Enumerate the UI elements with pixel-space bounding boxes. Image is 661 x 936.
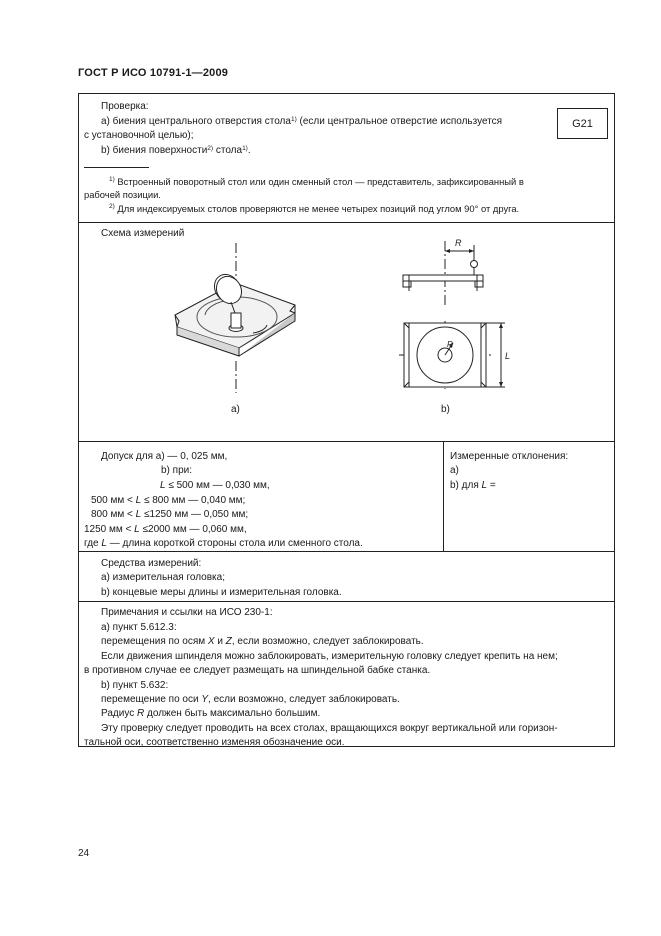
tolerance-section [79, 442, 614, 552]
check-code-badge: G21 [557, 108, 608, 139]
tolerance-divider [443, 442, 444, 551]
check-heading: Проверка: [101, 101, 149, 112]
figure-a-isometric-table [169, 243, 304, 393]
check-section [79, 94, 614, 223]
measured-a: a) [450, 465, 459, 476]
notes-section [79, 602, 614, 746]
check-item-b: b) биения поверхности$^{2)}$ стола$^{1)}$. [101, 145, 251, 156]
tolerance-line-6: 1250 мм < L ≤2000 мм — 0,060 мм, [84, 524, 247, 535]
measured-b: b) для L = [450, 480, 496, 491]
notes-last-line-1: Эту проверку следует проводить на всех столах, вращающихся вокруг вертикальной или горизон- [101, 723, 558, 734]
tolerance-line-5: 800 мм < L ≤1250 мм — 0,050 мм; [91, 509, 249, 520]
dim-L: L [505, 351, 511, 361]
dim-R-top: R [447, 340, 453, 349]
notes-a-line-1: перемещения по осям X и Z, если возможно, следует заблокировать. [101, 636, 424, 647]
figure-b-label: b) [441, 404, 450, 415]
footnote-1: $^{1)}$ Встроенный поворотный стол или один сменный стол — представитель, зафиксированный в [109, 176, 524, 187]
instruments-heading: Средства измерений: [101, 558, 202, 569]
notes-a-line-2: Если движения шпинделя можно заблокировать, измерительную головку следует крепить на нем; [101, 651, 558, 662]
instruments-item-a: a) измерительная головка; [101, 572, 225, 583]
tolerance-line-2: b) при: [161, 465, 193, 476]
footnote-1-cont: рабочей позиции. [84, 189, 161, 200]
notes-heading: Примечания и ссылки на ИСО 230-1: [101, 607, 273, 618]
measured-heading: Измеренные отклонения: [450, 451, 569, 462]
notes-b-ref: b) пункт 5.632: [101, 680, 169, 691]
footnote-2: $^{2)}$ Для индексируемых столов проверяются не менее четырех позиций под углом 90° от друга. [109, 203, 520, 214]
test-sheet-table [78, 93, 615, 747]
diagram-title: Схема измерений [101, 228, 185, 239]
notes-a-ref: a) пункт 5.612.3: [101, 622, 177, 633]
notes-b-line-2: Радиус R должен быть максимально большим. [101, 708, 321, 719]
instruments-section [79, 552, 614, 602]
notes-last-line-2: тальной оси, соответственно изменяя обозначение оси. [84, 737, 345, 748]
tolerance-line-1: Допуск для a) — 0, 025 мм, [101, 451, 228, 462]
figure-a-label: a) [231, 404, 240, 415]
notes-b-line-1: перемещение по оси Y, если возможно, следует заблокировать. [101, 694, 400, 705]
tolerance-line-4: 500 мм < L ≤ 800 мм — 0,040 мм; [91, 495, 246, 506]
dim-R-side: R [455, 239, 462, 248]
check-item-a: a) биения центрального отверстия стола$^{1)}$ (если центральное отверстие используется [101, 116, 503, 127]
document-header: ГОСТ Р ИСО 10791-1—2009 [78, 67, 229, 79]
diagram-section [79, 223, 614, 442]
instruments-item-b: b) концевые меры длины и измерительная головка. [101, 587, 342, 598]
notes-a-line-3: в противном случае ее следует размещать на шпиндельной бабке станка. [84, 665, 431, 676]
tolerance-line-7: где L — длина короткой стороны стола или сменного стола. [84, 538, 363, 549]
tolerance-line-3: L ≤ 500 мм — 0,030 мм, [160, 480, 270, 491]
page-number: 24 [78, 848, 90, 859]
figure-b-views [397, 239, 597, 399]
check-item-a-cont: с установочной целью); [84, 130, 194, 141]
footnote-divider [84, 167, 149, 168]
